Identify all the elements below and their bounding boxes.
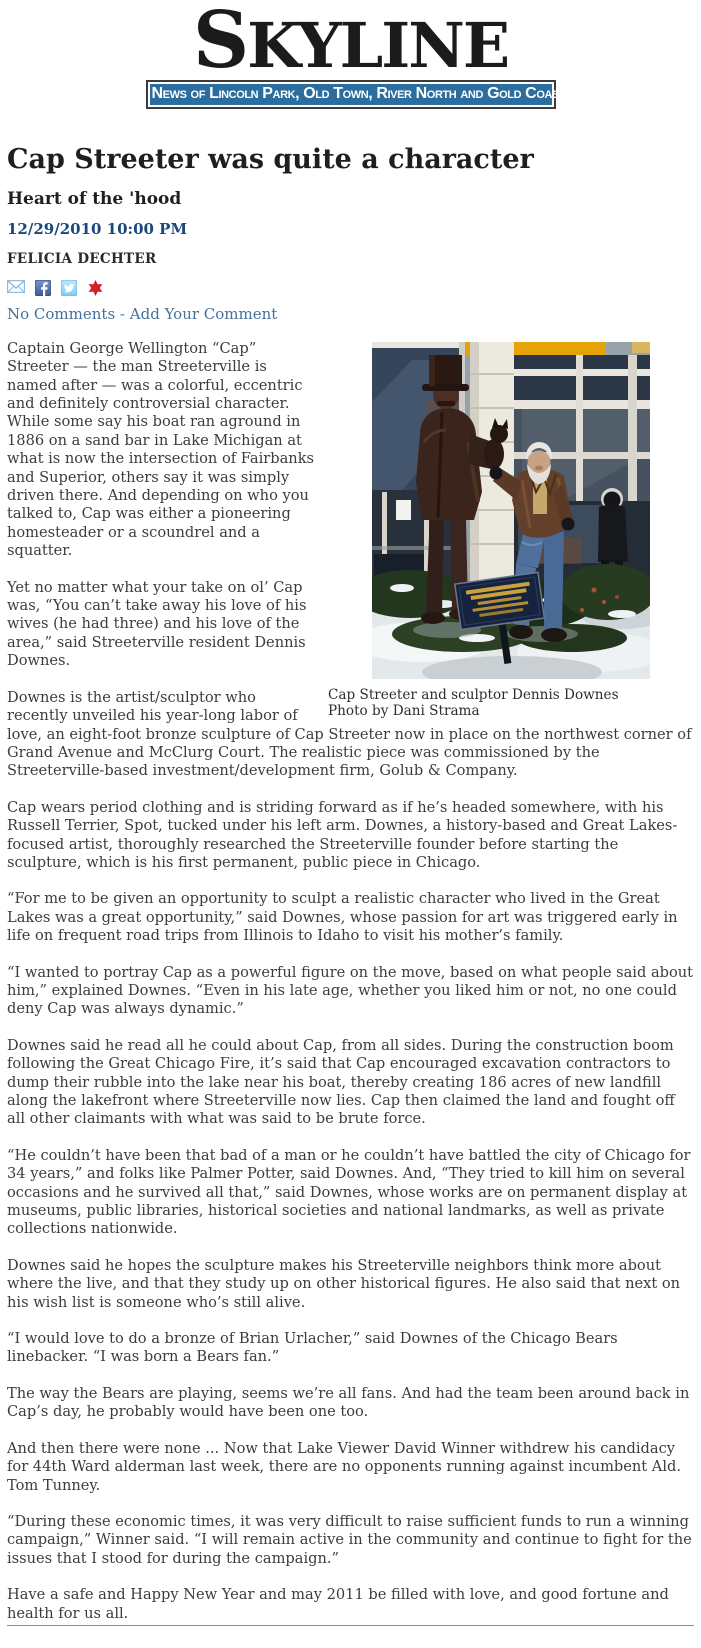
article-photo [372,342,650,679]
article-paragraph: And then there were none ... Now that Lake Viewer David Winner withdrew his candidacy for 44th Ward alderman last week, there are no opponents running against incumbent Ald. Tom Tunney. [7,1439,681,1494]
masthead-tagline: News of Lincoln Park, Old Town, River North and Gold Coast [151,85,566,103]
author-byline: FELICIA DECHTER [7,250,157,267]
facebook-share-button[interactable] [35,280,51,296]
no-comments-link[interactable]: No Comments [7,304,116,323]
article-headline: Cap Streeter was quite a character [7,144,534,176]
twitter-share-button[interactable] [61,280,77,296]
article-paragraph: Downes said he read all he could about Cap, from all sides. During the construction boom following the Great Chicago Fire, it’s said that Cap encouraged excavation contractors to dump their rubble into the lake near his boat, thereby creating 186 acres of new landfill along the lakefront where Streeterville now lies. Cap then claimed the land and fought off all other claimants with what was said to be brute force. [7,1036,675,1128]
logo-rest: KYLINE [247,9,509,82]
article-end-divider [7,1625,694,1626]
article-paragraph: “For me to be given an opportunity to sculpt a realistic character who lived in the Great Lakes was a great opportunity,” said Downes, whose passion for art was triggered early in life on frequent road trips from Illinois to Idaho to visit his mother’s family. [7,890,678,945]
comments-separator: - [115,304,130,323]
twitter-icon [61,281,77,300]
photo-caption-line2: Photo by Dani Strama [328,703,480,720]
share-toolbar [7,280,694,297]
article [0,145,701,1626]
add-comment-link[interactable]: Add Your Comment [129,304,278,323]
email-share-button[interactable] [7,280,25,293]
article-body [7,340,694,1626]
comments-line [7,305,694,323]
article-paragraph: Have a safe and Happy New Year and may 2011 be filled with love, and good fortune and health for us all. [7,1586,669,1622]
column-title: Heart of the 'hood [7,188,182,209]
publish-datetime: 12/29/2010 10:00 PM [7,219,188,238]
article-paragraph: “I would love to do a bronze of Brian Urlacher,” said Downes of the Chicago Bears linebacker. “I was born a Bears fan.” [7,1330,618,1366]
article-paragraph: “He couldn’t have been that bad of a man or he couldn’t have battled the city of Chicago for 34 years,” and folks like Palmer Potter, said Downes. And, “They tried to kill him on several occasions and he survived all that,” said Downes, whose works are on permanent display at museums, public libraries, historical societies and national landmarks, as well as private collections nationwide. [7,1146,691,1238]
article-paragraph: Downes said he hopes the sculpture makes his Streeterville neighbors think more about where the live, and that they study up on other historical figures. He also said that next on his wish list is someone who’s still alive. [7,1256,681,1311]
facebook-icon [35,281,51,300]
photo-caption-line1: Cap Streeter and sculptor Dennis Downes [328,686,619,703]
email-icon [7,278,25,297]
article-paragraph: Downes is the artist/sculptor who recently unveiled his year-long labor of love, an eight-foot bronze sculpture of Cap Streeter now in place on the northwest corner of Grand Avenue and McClurg Court. The realistic piece was commissioned by the Streeterville-based investment/development firm, Golub & Company. [7,688,692,780]
article-paragraph: The way the Bears are playing, seems we’re all fans. And had the team been around back in Cap’s day, he probably would have been one too. [7,1384,690,1421]
article-paragraph: “I wanted to portray Cap as a powerful figure on the move, based on what people said about him,” explained Downes. “Even in his late age, whether you liked him or not, no one could deny Cap was always dynamic.” [7,963,694,1018]
article-paragraph: Cap wears period clothing and is striding forward as if he’s headed somewhere, with his Russell Terrier, Spot, tucked under his left arm. Downes, a history-based and Great Lakes-focused artist, thoroughly researched the Streeterville founder before starting the sculpture, which is his first permanent, public piece in Chicago. [7,798,678,871]
article-paragraph: Yet no matter what your take on ol’ Cap was, “You can’t take away his love of his wives (he had three) and his love of the area,” said Streeterville resident Dennis Downes. [7,578,307,670]
logo-initial: S [192,0,248,86]
skyline-logo[interactable] [192,0,509,86]
masthead-tagline-banner [146,80,566,109]
article-paragraph: “During these economic times, it was very difficult to raise sufficient funds to run a winning campaign,” Winner said. “I will remain active in the community and continue to fight for the issues that I stood for during the campaign.” [7,1512,692,1567]
chicago-share-button[interactable] [87,280,104,296]
article-photo-figure [328,342,694,720]
article-paragraph: Captain George Wellington “Cap” Streeter — the man Streeterville is named after — was a colorful, eccentric and definitely controversial character. While some say his boat ran aground in 1886 on a sand bar in Lake Michigan at what is now the intersection of Fairbanks and Superior, others say it was simply driven there. And depending on who you talked to, Cap was either a pioneering homesteader or a scoundrel and a squatter. [7,339,315,560]
photo-caption [328,687,694,720]
masthead [0,0,701,109]
chicago-star-icon [87,281,104,300]
